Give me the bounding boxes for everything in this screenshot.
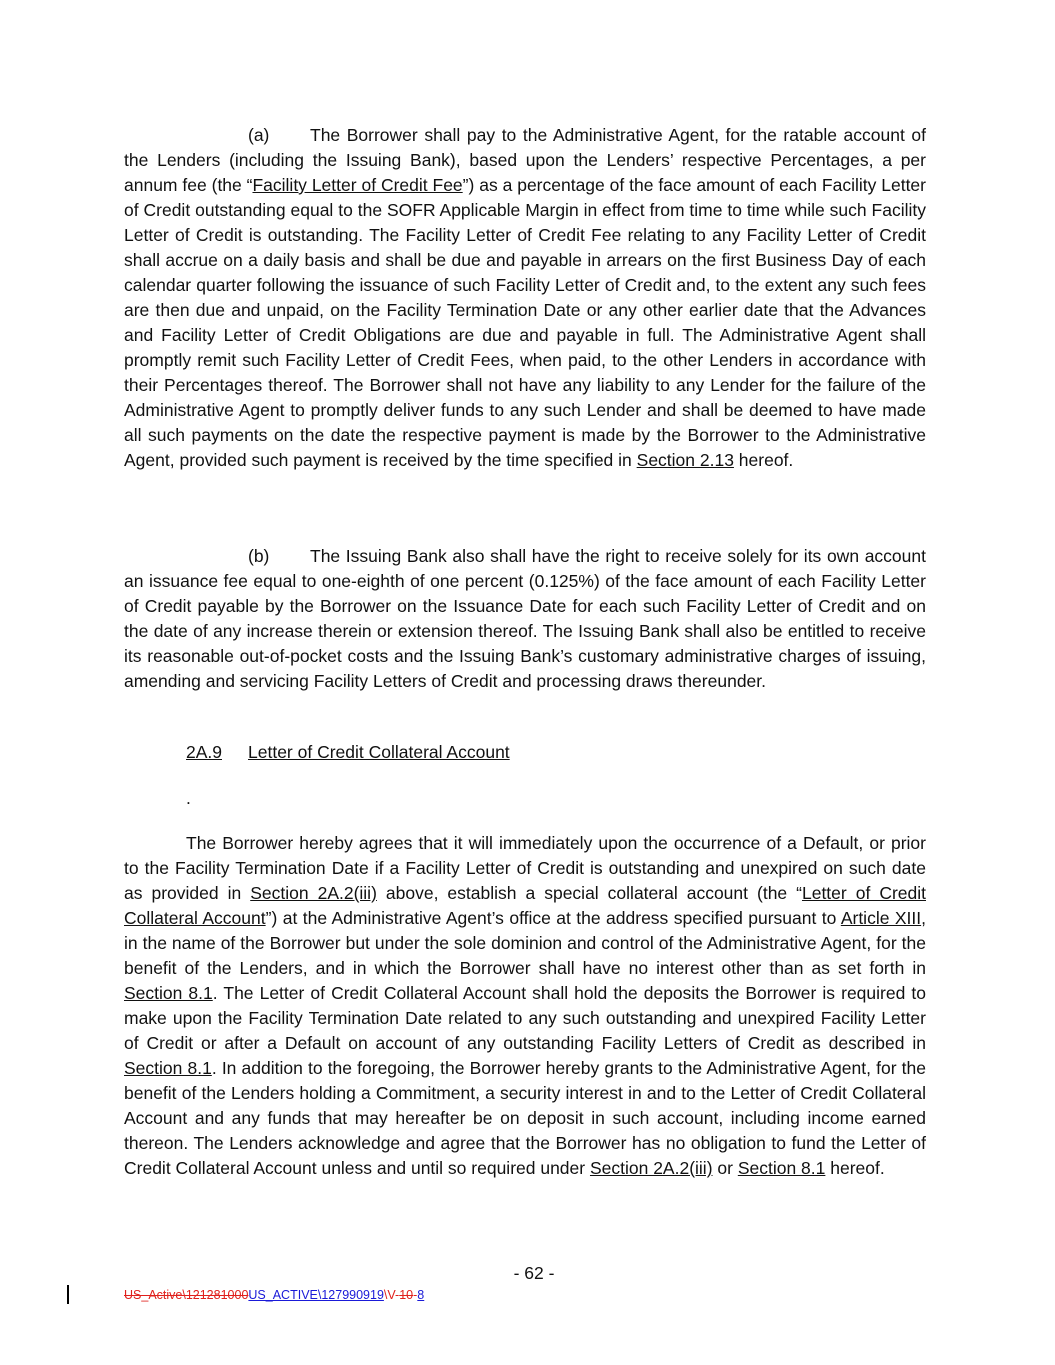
cross-reference-section-2a-2-iii[interactable]: Section 2A.2(iii) [250,883,377,903]
cross-reference-section-8-1[interactable]: Section 8.1 [124,1058,212,1078]
paragraph-c-text-2: above, establish a special collateral account (the “ [376,883,802,903]
paragraph-c-text-8: hereof. [825,1158,885,1178]
docid-separator: \V- [383,1288,400,1302]
section-dot: . [186,788,191,808]
paragraph-c-text-5: . The Letter of Credit Collateral Account shall hold the deposits the Borrower is required to make upon the Facility Termination Date related to any such outstanding and unexpired Facility Letter of Credit or after a Default on account of any outstanding Facility Letters of Credit as described in [124,983,926,1053]
docid-inserted: US_ACTIVE\127990919 [248,1288,384,1302]
paragraph-a [124,123,926,473]
defined-term-facility-loc-fee: Facility Letter of Credit Fee [252,175,463,195]
paragraph-collateral-account [124,831,926,1181]
paragraph-c-text-6: . In addition to the foregoing, the Borrower hereby grants to the Administrative Agent, for the benefit of the Lenders holding a Commitment, a security interest in and to the Letter of Credit Collateral Account and any funds that may hereafter be on deposit in such account, including income earned thereon. The Lenders acknowledge and agree that the Borrower has no obligation to fund the Letter of Credit Collateral Account unless and until so required under [124,1058,926,1178]
section-number: 2A.9 [186,742,222,762]
cross-reference-section-8-1[interactable]: Section 8.1 [737,1158,826,1178]
cross-reference-section-2a-2-iii[interactable]: Section 2A.2(iii) [589,1158,713,1178]
cross-reference-section-8-1[interactable]: Section 8.1 [124,983,213,1003]
version-deleted: 10 [399,1288,414,1302]
revision-change-bar [67,1285,69,1304]
paragraph-a-text-2: ”) as a percentage of the face amount of each Facility Letter of Credit outstanding equal to the SOFR Applicable Margin in effect from time to time while such Facility Letter of Credit is outstanding. The Facility Letter of Credit Fee relating to any Facility Letter of Credit shall accrue on a daily basis and shall be due and payable in arrears on the first Business Day of each calendar quarter following the issuance of such Facility Letter of Credit and, to the extent any such fees are then due and unpaid, on the Facility Termination Date or any other earlier date that the Advances and Facility Letter of Credit Obligations are due and payable in full. The Administrative Agent shall promptly remit such Facility Letter of Credit Fees, when paid, to the other Lenders in accordance with their Percentages thereof. The Borrower shall not have any liability to any Lender for the failure of the Administrative Agent to promptly deliver funds to any such Lender and shall be deemed to have made all such payments on the date the respective payment is made by the Borrower to the Administrative Agent, provided such payment is received by the time specified in [124,175,926,470]
paragraph-b-text: The Issuing Bank also shall have the right to receive solely for its own account an issuance fee equal to one-eighth of one percent (0.125%) of the face amount of each Facility Letter of Credit payable by the Borrower on the Issuance Date for each such Facility Letter of Credit and on the date of any increase therein or extension thereof. The Issuing Bank shall also be entitled to receive its reasonable out-of-pocket costs and the Issuing Bank’s customary administrative charges of issuing, amending and servicing Facility Letters of Credit and processing draws thereunder. [124,546,926,691]
cross-reference-article-xiii[interactable]: Article XIII [840,908,922,928]
version-inserted: 8 [417,1288,425,1302]
paragraph-a-text-3: hereof. [733,450,794,470]
paragraph-c-text-7: or [712,1158,738,1178]
section-title: Letter of Credit Collateral Account [248,742,510,762]
paragraph-c-text-1: The Borrower hereby agrees that it will immediately upon the occurrence of a Default, or prior to the Facility Termination Date if a Facility Letter of Credit is outstanding and unexpired on such date as provided in [124,833,926,903]
document-id: US_Active\121281000US_ACTIVE\127990919\V-10-8 [124,1288,425,1302]
cross-reference-section-2-13[interactable]: Section 2.13 [636,450,734,470]
paragraph-b [124,544,926,694]
paragraph-c-text-3: ”) at the Administrative Agent’s office at the address specified pursuant to [265,908,841,928]
docid-deleted: US_Active\121281000 [124,1288,249,1302]
section-heading [186,740,510,765]
paragraph-a-label: (a) [248,125,270,145]
paragraph-c-text-4: , in the name of the Borrower but under the sole dominion and control of the Administrative Agent, for the benefit of the Lenders, and in which the Borrower shall have no interest other than as set forth in [124,908,926,978]
page-number: - 62 - [513,1263,555,1283]
paragraph-a-text-1: The Borrower shall pay to the Administrative Agent, for the ratable account of the Lenders (including the Issuing Bank), based upon the Lenders’ respective Percentages, a per annum fee (the “ [124,125,926,195]
defined-term-loc-collateral-account: Letter of Credit Collateral Account [124,883,926,928]
paragraph-b-label: (b) [248,546,270,566]
